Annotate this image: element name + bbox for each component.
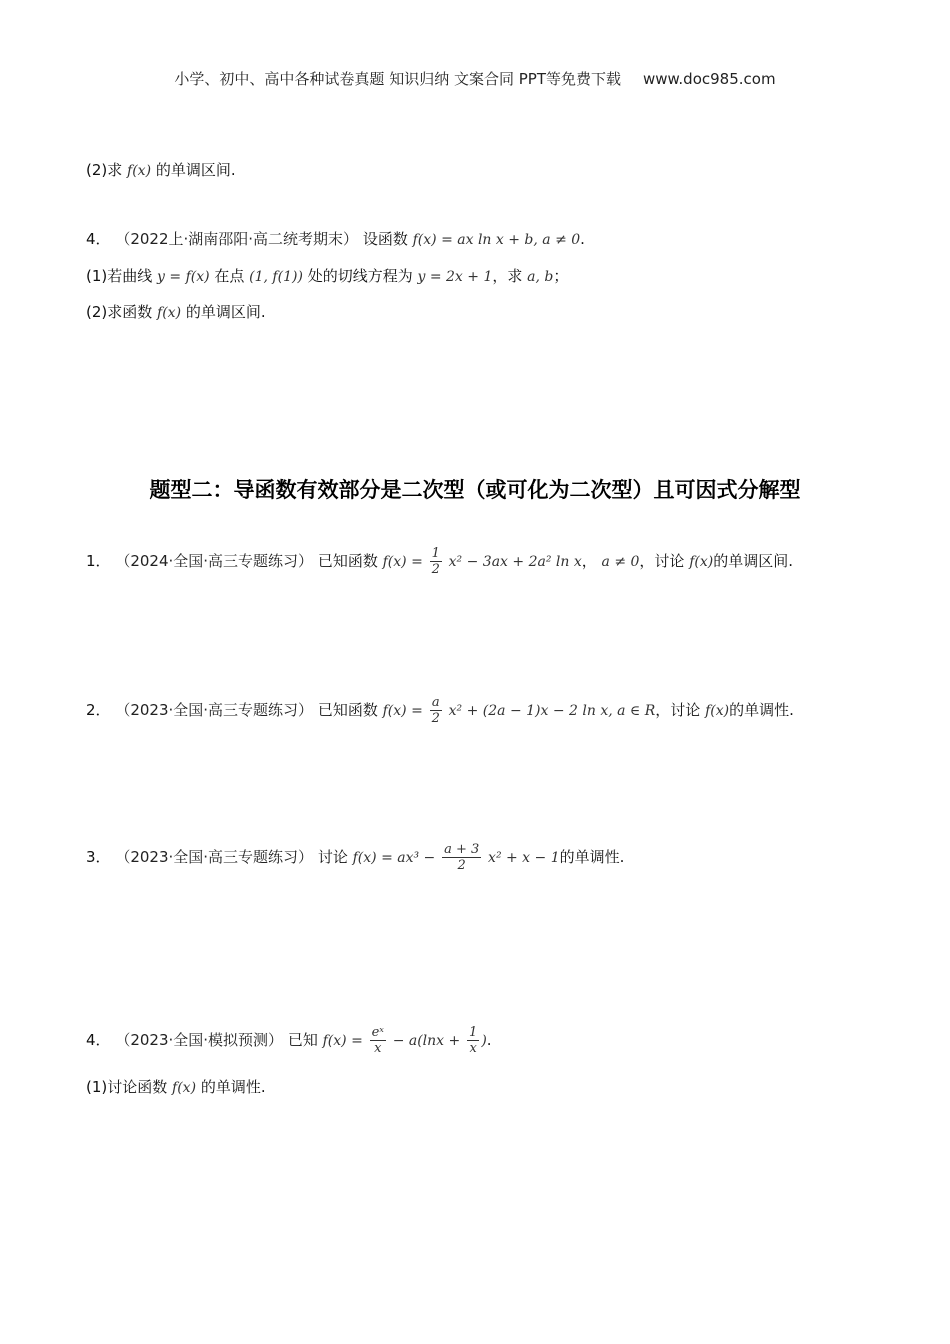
math-expression: y = f(x)	[157, 269, 210, 285]
fraction-numerator: 1	[469, 1025, 478, 1040]
period: .	[580, 230, 585, 248]
math-expression: )	[481, 1033, 487, 1049]
question-text: 的单调性.	[559, 848, 625, 866]
fraction-denominator: 2	[457, 858, 466, 873]
part-label: (2)求	[86, 161, 123, 179]
math-expression: f(x) = ax ln x + b, a ≠ 0	[412, 232, 581, 248]
fraction-denominator: x	[469, 1041, 477, 1056]
header-text: 小学、初中、高中各种试卷真题 知识归纳 文案合同 PPT等免费下载	[174, 70, 621, 88]
problem-4-part-2	[86, 300, 266, 325]
question-text: 在点	[214, 267, 245, 285]
math-expression: f(x) =	[382, 703, 423, 719]
math-expression: f(x) =	[382, 554, 423, 570]
period: .	[486, 1031, 492, 1049]
math-expression: f(x)	[172, 1080, 197, 1096]
section-title: 题型二：导函数有效部分是二次型（或可化为二次型）且可因式分解型	[149, 478, 801, 502]
question-text: 设函数	[362, 230, 408, 248]
question-text: ，	[581, 552, 597, 570]
math-expression: − a(lnx +	[392, 1033, 461, 1049]
problem-number: 4．	[86, 1031, 111, 1049]
fraction	[442, 842, 481, 873]
question-text: ，求	[492, 267, 523, 285]
problem-number: 3．	[86, 848, 111, 866]
problem-source: （2023·全国·高三专题练习）	[115, 701, 314, 719]
prev-question-part-2	[86, 158, 236, 183]
math-expression: f(x)	[705, 703, 730, 719]
fraction-numerator: a + 3	[444, 842, 480, 857]
problem-number: 1．	[86, 552, 111, 570]
question-text: 已知函数	[317, 552, 378, 570]
part-label: (1)讨论函数	[86, 1078, 168, 1096]
math-expression: y = 2x + 1	[417, 269, 493, 285]
question-4-part-1	[86, 1075, 266, 1100]
question-text: 讨论	[317, 848, 348, 866]
math-expression: x² + (2a − 1)x − 2 ln x, a ∈ R	[448, 703, 656, 719]
problem-source: （2023·全国·高三专题练习）	[115, 848, 314, 866]
question-text: 的单调性.	[729, 701, 794, 719]
fraction-numerator: eˣ	[371, 1025, 384, 1040]
question-1	[86, 546, 793, 577]
problem-source: （2024·全国·高三专题练习）	[115, 552, 314, 570]
math-expression: a, b	[527, 269, 554, 285]
question-text: 已知函数	[317, 701, 378, 719]
question-text: 处的切线方程为	[307, 267, 413, 285]
header-site-link[interactable]: www.doc985.com	[642, 70, 776, 88]
question-text: ，讨论	[655, 701, 701, 719]
problem-4-part-1	[86, 264, 568, 289]
fraction-numerator: a	[431, 695, 440, 710]
question-3	[86, 842, 624, 873]
question-text: 已知	[287, 1031, 318, 1049]
fraction	[430, 695, 442, 726]
question-text: 的单调区间.	[713, 552, 794, 570]
question-4	[86, 1025, 492, 1056]
part-label: (1)若曲线	[86, 267, 153, 285]
question-2	[86, 695, 794, 726]
problem-4-stem	[86, 227, 585, 252]
question-text: 的单调区间.	[185, 303, 266, 321]
part-label: (2)求函数	[86, 303, 153, 321]
problem-source: （2022上·湖南邵阳·高二统考期末）	[115, 230, 359, 248]
math-expression: f(x)	[157, 305, 182, 321]
math-expression: x² + x − 1	[488, 850, 560, 866]
math-expression: (1, f(1))	[249, 269, 303, 285]
math-expression: f(x)	[127, 163, 152, 179]
fraction-numerator: 1	[431, 546, 440, 561]
fraction	[430, 546, 442, 577]
problem-source: （2023·全国·模拟预测）	[115, 1031, 284, 1049]
math-expression: f(x)	[689, 554, 714, 570]
question-text: 的单调性.	[200, 1078, 266, 1096]
math-expression: f(x) =	[322, 1033, 363, 1049]
fraction	[467, 1025, 479, 1056]
problem-number: 4．	[86, 230, 111, 248]
question-text: ；	[553, 267, 569, 285]
fraction-denominator: 2	[431, 562, 440, 577]
question-text: ，讨论	[639, 552, 685, 570]
question-text: 的单调区间.	[155, 161, 236, 179]
fraction-denominator: 2	[431, 711, 440, 726]
problem-number: 2．	[86, 701, 111, 719]
fraction-denominator: x	[374, 1041, 382, 1056]
math-expression: a ≠ 0	[601, 554, 640, 570]
fraction	[370, 1025, 386, 1056]
math-expression: x² − 3ax + 2a² ln x	[448, 554, 582, 570]
page-header	[0, 68, 950, 89]
math-expression: f(x) = ax³ −	[352, 850, 436, 866]
